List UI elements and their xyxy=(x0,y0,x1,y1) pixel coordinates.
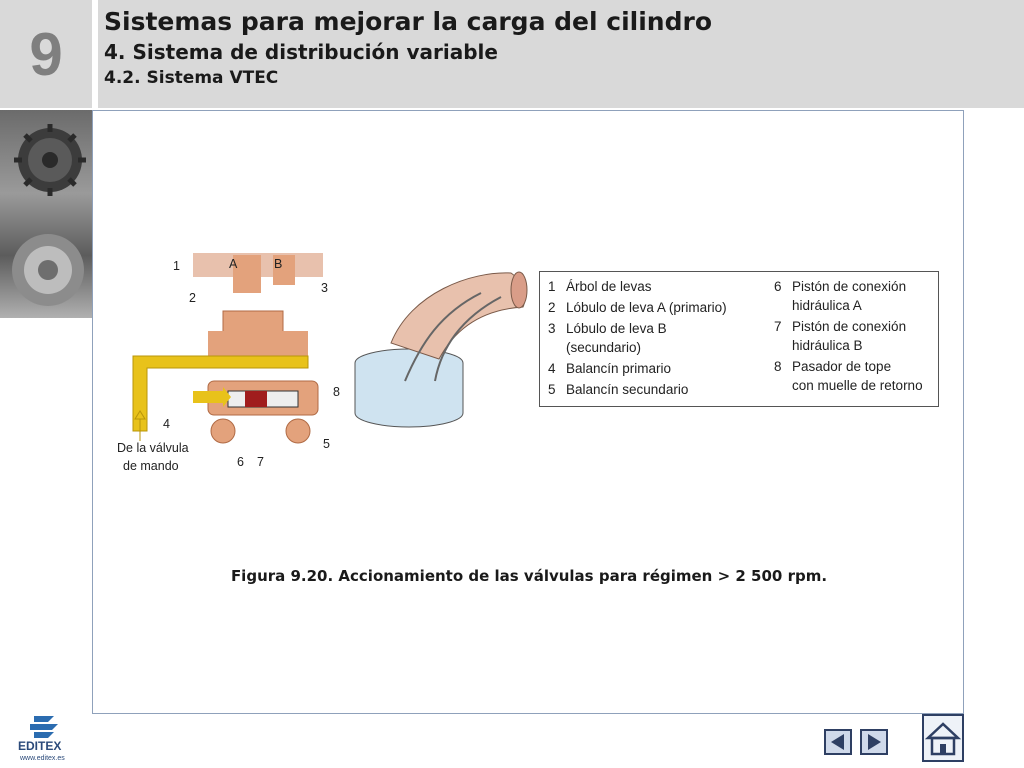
legend-item: 3 Lóbulo de leva B (secundario) xyxy=(548,321,667,355)
title-block xyxy=(104,6,712,90)
chapter-number: 9 xyxy=(29,20,63,88)
callout-2: 2 xyxy=(189,291,196,305)
editex-logo xyxy=(14,712,74,762)
legend-item: 2 Lóbulo de leva A (primario) xyxy=(548,300,727,315)
intake-port-opening xyxy=(511,272,527,308)
svg-text:www.editex.es: www.editex.es xyxy=(20,755,65,762)
callout-8: 8 xyxy=(333,385,340,399)
piston-b xyxy=(245,391,267,407)
gear-icon xyxy=(0,110,92,318)
callout-1: 1 xyxy=(173,259,180,273)
page-subsubtitle: 4.2. Sistema VTEC xyxy=(104,68,279,88)
legend-item: 5 Balancín secundario xyxy=(548,382,689,397)
legend-left-column xyxy=(548,277,727,401)
arrow-right-icon xyxy=(862,731,886,753)
engine-photo xyxy=(0,110,92,318)
next-slide-button[interactable] xyxy=(860,729,888,755)
svg-text:EDITEX: EDITEX xyxy=(18,739,62,753)
rocker-pivot-left xyxy=(211,419,235,443)
editex-logo-icon xyxy=(14,712,74,762)
callout-5: 5 xyxy=(323,437,330,451)
callout-3: 3 xyxy=(321,281,328,295)
figure-caption: Figura 9.20. Accionamiento de las válvulas para régimen > 2 500 rpm. xyxy=(230,567,828,585)
label-lobe-b: B xyxy=(274,257,283,271)
label-lobe-a: A xyxy=(229,257,238,271)
legend-item: 4 Balancín primario xyxy=(548,361,672,376)
page-subtitle: 4. Sistema de distribución variable xyxy=(104,40,498,64)
callout-4: 4 xyxy=(163,417,170,431)
oil-source-label-line1: De la válvula xyxy=(117,441,189,455)
arrow-left-icon xyxy=(826,731,850,753)
intake-cylinder-diagram xyxy=(351,263,531,433)
legend-right-column xyxy=(774,277,923,397)
callout-6: 6 xyxy=(237,455,244,469)
legend-item: 8 Pasador de tope con muelle de retorno xyxy=(774,359,923,393)
content-frame xyxy=(92,110,964,714)
previous-slide-button[interactable] xyxy=(824,729,852,755)
page-title: Sistemas para mejorar la carga del cilindro xyxy=(104,7,712,36)
intake-port xyxy=(391,273,525,359)
header-divider xyxy=(92,0,98,108)
legend-item: 6 Pistón de conexión hidráulica A xyxy=(774,279,907,313)
chapter-badge xyxy=(0,0,92,108)
figure-legend xyxy=(539,271,939,407)
home-icon xyxy=(924,716,962,760)
home-button[interactable] xyxy=(922,714,964,762)
legend-item: 1 Árbol de levas xyxy=(548,279,652,294)
callout-7: 7 xyxy=(257,455,264,469)
legend-item: 7 Pistón de conexión hidráulica B xyxy=(774,319,907,353)
oil-source-label-line2: de mando xyxy=(123,459,179,473)
rocker-pivot-right xyxy=(286,419,310,443)
